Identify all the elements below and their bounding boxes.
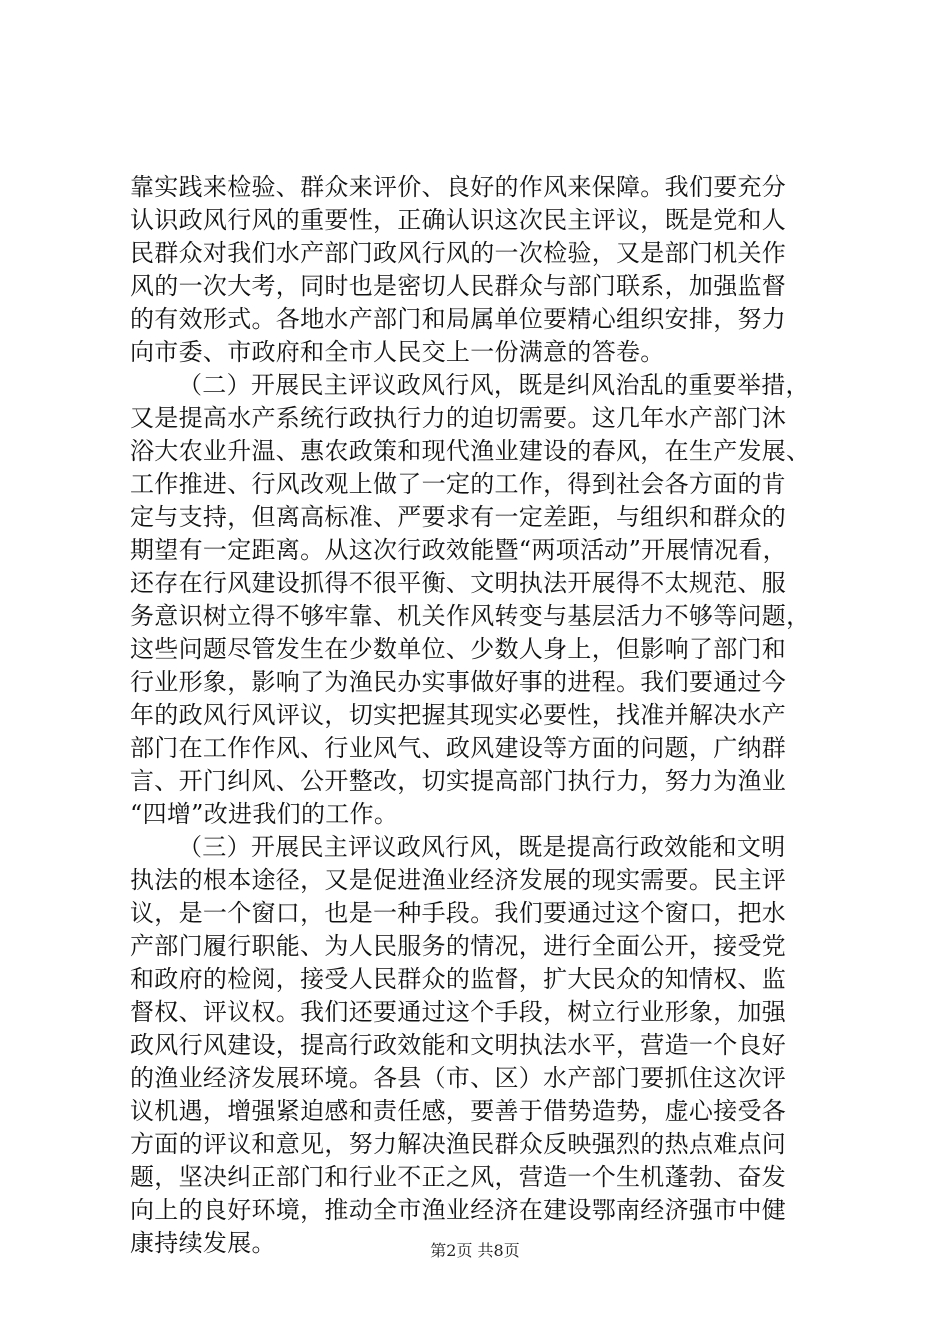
text-line: 年的政风行风评议，切实把握其现实必要性，找准并解决水产 xyxy=(130,701,787,729)
text-line: 议机遇，增强紧迫感和责任感，要善于借势造势，虚心接受各 xyxy=(130,1097,787,1125)
text-line: 方面的评议和意见，努力解决渔民群众反映强烈的热点难点问 xyxy=(130,1130,787,1158)
text-line: 督权、评议权。我们还要通过这个手段，树立行业形象，加强 xyxy=(130,998,787,1026)
paragraph-start-line: （二）开展民主评议政风行风，既是纠风治乱的重要举措， xyxy=(178,371,810,399)
text-line: 的有效形式。各地水产部门和局属单位要精心组织安排，努力 xyxy=(130,305,787,333)
text-line: 又是提高水产系统行政执行力的迫切需要。这几年水产部门沐 xyxy=(130,404,787,432)
text-line: 定与支持，但离高标准、严要求有一定差距，与组织和群众的 xyxy=(130,503,787,531)
text-line: 产部门履行职能、为人民服务的情况，进行全面公开，接受党 xyxy=(130,932,787,960)
text-line: 期望有一定距离。从这次行政效能暨“两项活动”开展情况看， xyxy=(130,536,787,564)
text-line: “四增”改进我们的工作。 xyxy=(130,800,399,828)
text-line: 向上的良好环境，推动全市渔业经济在建设鄂南经济强市中健 xyxy=(130,1196,787,1224)
text-line: 风的一次大考，同时也是密切人民群众与部门联系，加强监督 xyxy=(130,272,787,300)
body-text xyxy=(130,171,850,1260)
text-line: 还存在行风建设抓得不很平衡、文明执法开展得不太规范、服 xyxy=(130,569,787,597)
text-line: 议，是一个窗口，也是一种手段。我们要通过这个窗口，把水 xyxy=(130,899,787,927)
text-line: 政风行风建设，提高行政效能和文明执法水平，营造一个良好 xyxy=(130,1031,787,1059)
text-line: 靠实践来检验、群众来评价、良好的作风来保障。我们要充分 xyxy=(130,173,787,201)
text-line: 向市委、市政府和全市人民交上一份满意的答卷。 xyxy=(130,338,665,366)
text-line: 的渔业经济发展环境。各县（市、区）水产部门要抓住这次评 xyxy=(130,1064,787,1092)
text-line: 康持续发展。 xyxy=(130,1229,276,1257)
text-line: 言、开门纠风、公开整改，切实提高部门执行力，努力为渔业 xyxy=(130,767,787,795)
text-line: 部门在工作作风、行业风气、政风建设等方面的问题，广纳群 xyxy=(130,734,787,762)
text-line: 这些问题尽管发生在少数单位、少数人身上，但影响了部门和 xyxy=(130,635,787,663)
text-line: 题，坚决纠正部门和行业不正之风，营造一个生机蓬勃、奋发 xyxy=(130,1163,787,1191)
text-line: 工作推进、行风改观上做了一定的工作，得到社会各方面的肯 xyxy=(130,470,787,498)
page-number-footer: 第2页 共8页 xyxy=(430,1241,520,1260)
text-line: 务意识树立得不够牢靠、机关作风转变与基层活力不够等问题， xyxy=(130,602,811,630)
paragraph-start-line: （三）开展民主评议政风行风，既是提高行政效能和文明 xyxy=(178,833,786,861)
text-line: 浴大农业升温、惠农政策和现代渔业建设的春风，在生产发展、 xyxy=(130,437,811,465)
text-line: 民群众对我们水产部门政风行风的一次检验，又是部门机关作 xyxy=(130,239,787,267)
text-line: 执法的根本途径，又是促进渔业经济发展的现实需要。民主评 xyxy=(130,866,787,894)
text-line: 行业形象，影响了为渔民办实事做好事的进程。我们要通过今 xyxy=(130,668,787,696)
text-line: 和政府的检阅，接受人民群众的监督，扩大民众的知情权、监 xyxy=(130,965,787,993)
text-line: 认识政风行风的重要性，正确认识这次民主评议，既是党和人 xyxy=(130,206,787,234)
